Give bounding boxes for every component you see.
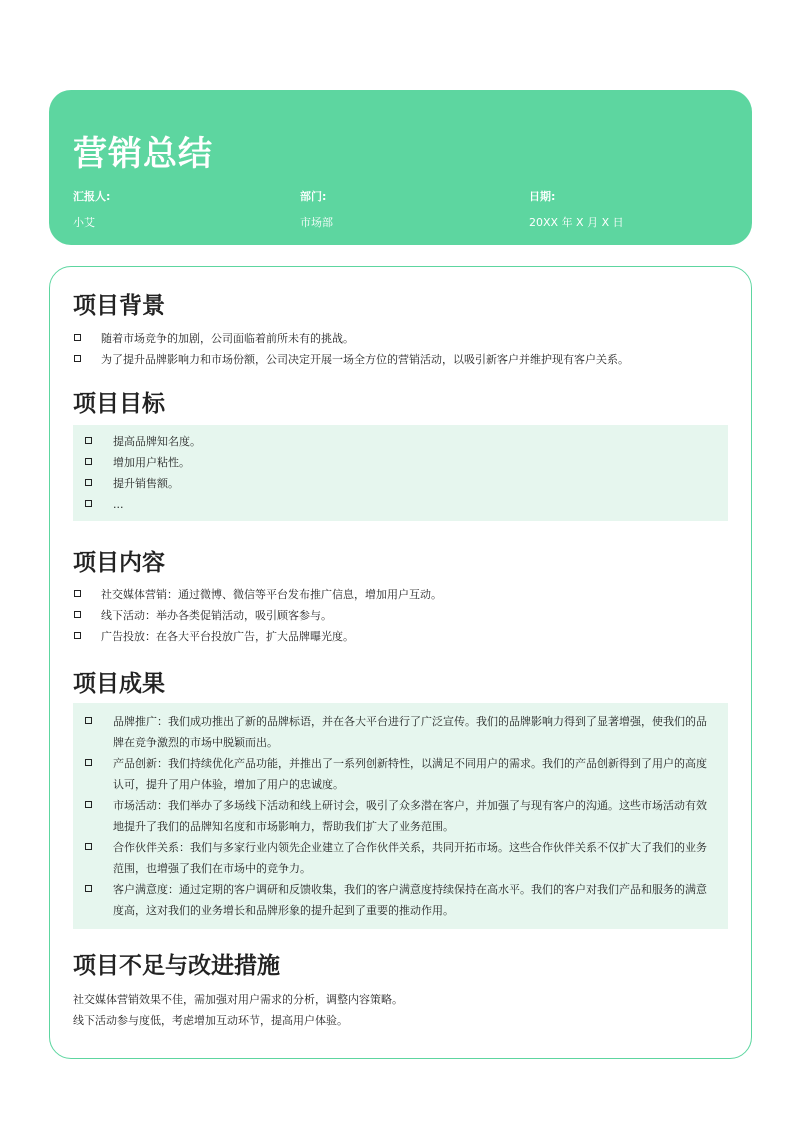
list-item bbox=[73, 349, 728, 370]
list-item-text: 广告投放：在各大平台投放广告，扩大品牌曝光度。 bbox=[101, 630, 354, 643]
checkbox-icon bbox=[74, 611, 81, 618]
list-item bbox=[73, 584, 728, 605]
list-item-text: 市场活动：我们举办了多场线下活动和线上研讨会，吸引了众多潜在客户，并加强了与现有客户的沟通。这些市场活动有效地提升了我们的品牌知名度和市场影响力，帮助我们扩大了业务范围。 bbox=[113, 799, 707, 833]
results-list bbox=[73, 703, 728, 929]
content-list bbox=[73, 584, 728, 647]
checkbox-icon bbox=[85, 759, 92, 766]
reporter-value: 小艾 bbox=[73, 216, 95, 229]
reporter-label: 汇报人: bbox=[73, 190, 111, 203]
list-item bbox=[73, 605, 728, 626]
list-item-text: 提高品牌知名度。 bbox=[113, 435, 201, 448]
list-item bbox=[73, 431, 728, 452]
section-title-results: 项目成果 bbox=[73, 671, 165, 697]
improvement-line: 线下活动参与度低，考虑增加互动环节，提高用户体验。 bbox=[73, 1014, 348, 1027]
department-value: 市场部 bbox=[300, 216, 333, 229]
list-item bbox=[73, 753, 728, 795]
date-value: 20XX 年 X 月 X 日 bbox=[529, 216, 624, 229]
list-item bbox=[73, 328, 728, 349]
section-title-improvements: 项目不足与改进措施 bbox=[73, 953, 280, 979]
list-item bbox=[73, 711, 728, 753]
section-title-goals: 项目目标 bbox=[73, 391, 165, 417]
checkbox-icon bbox=[74, 632, 81, 639]
list-item bbox=[73, 494, 728, 515]
list-item bbox=[73, 626, 728, 647]
list-item bbox=[73, 879, 728, 921]
reporter-field bbox=[73, 188, 110, 230]
background-list bbox=[73, 328, 728, 370]
checkbox-icon bbox=[74, 355, 81, 362]
checkbox-icon bbox=[85, 801, 92, 808]
checkbox-icon bbox=[85, 479, 92, 486]
list-item-text: 客户满意度：通过定期的客户调研和反馈收集，我们的客户满意度持续保持在高水平。我们的客户对我们产品和服务的满意度高，这对我们的业务增长和品牌形象的提升起到了重要的推动作用。 bbox=[113, 883, 707, 917]
improvement-line: 社交媒体营销效果不佳，需加强对用户需求的分析，调整内容策略。 bbox=[73, 993, 403, 1006]
content-card bbox=[49, 266, 752, 1059]
list-item bbox=[73, 837, 728, 879]
list-item bbox=[73, 795, 728, 837]
list-item-text: 增加用户粘性。 bbox=[113, 456, 190, 469]
page-title: 营销总结 bbox=[73, 134, 213, 174]
checkbox-icon bbox=[85, 885, 92, 892]
list-item-text: 为了提升品牌影响力和市场份额，公司决定开展一场全方位的营销活动，以吸引新客户并维护现有客户关系。 bbox=[101, 353, 629, 366]
department-label: 部门: bbox=[300, 190, 327, 203]
list-item-text: 随着市场竞争的加剧，公司面临着前所未有的挑战。 bbox=[101, 332, 354, 345]
checkbox-icon bbox=[85, 717, 92, 724]
list-item-text: 线下活动：举办各类促销活动，吸引顾客参与。 bbox=[101, 609, 332, 622]
checkbox-icon bbox=[85, 500, 92, 507]
checkbox-icon bbox=[74, 590, 81, 597]
list-item bbox=[73, 473, 728, 494]
date-field bbox=[529, 188, 624, 230]
section-title-background: 项目背景 bbox=[73, 293, 165, 319]
checkbox-icon bbox=[74, 334, 81, 341]
list-item-text: 品牌推广：我们成功推出了新的品牌标语，并在各大平台进行了广泛宣传。我们的品牌影响力得到了显著增强，使我们的品牌在竞争激烈的市场中脱颖而出。 bbox=[113, 715, 707, 749]
date-label: 日期: bbox=[529, 190, 556, 203]
goals-list bbox=[73, 425, 728, 521]
header-banner bbox=[49, 90, 752, 245]
list-item-text: ... bbox=[113, 498, 124, 511]
list-item-text: 社交媒体营销：通过微博、微信等平台发布推广信息，增加用户互动。 bbox=[101, 588, 442, 601]
section-title-content: 项目内容 bbox=[73, 550, 165, 576]
department-field bbox=[300, 188, 333, 230]
checkbox-icon bbox=[85, 458, 92, 465]
checkbox-icon bbox=[85, 437, 92, 444]
list-item bbox=[73, 452, 728, 473]
list-item-text: 产品创新：我们持续优化产品功能，并推出了一系列创新特性，以满足不同用户的需求。我们的产品创新得到了用户的高度认可，提升了用户体验，增加了用户的忠诚度。 bbox=[113, 757, 707, 791]
list-item-text: 合作伙伴关系：我们与多家行业内领先企业建立了合作伙伴关系，共同开拓市场。这些合作伙伴关系不仅扩大了我们的业务范围，也增强了我们在市场中的竞争力。 bbox=[113, 841, 707, 875]
list-item-text: 提升销售额。 bbox=[113, 477, 179, 490]
checkbox-icon bbox=[85, 843, 92, 850]
